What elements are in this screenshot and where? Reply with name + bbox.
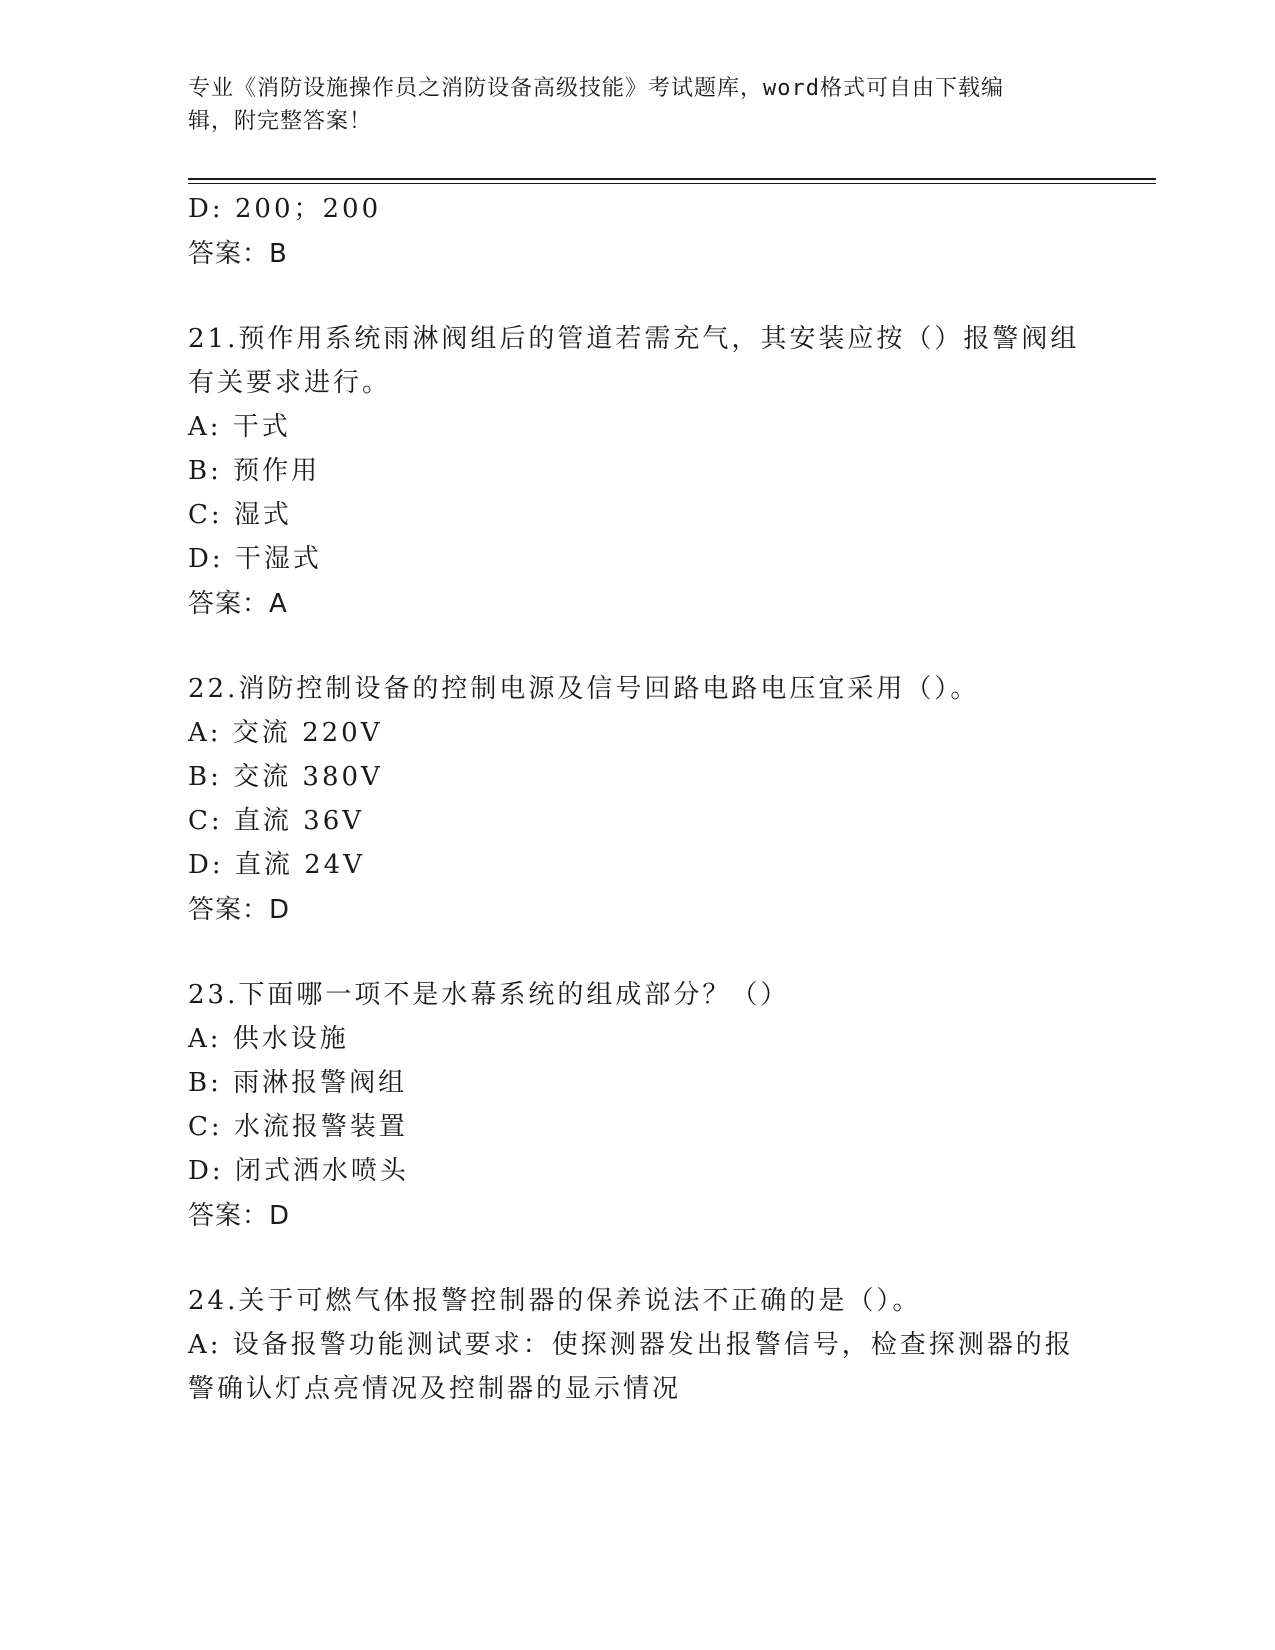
- q22-option-a: A: 交流 220V: [188, 718, 383, 748]
- q23-option-c: C: 水流报警装置: [188, 1112, 408, 1142]
- q21-option-b: B: 预作用: [188, 456, 321, 486]
- q23-option-a: A: 供水设施: [188, 1024, 349, 1054]
- prev-option-d: D: 200；200: [188, 194, 382, 224]
- q22-option-d: D: 直流 24V: [188, 850, 365, 880]
- header-divider-thick: [188, 178, 1156, 180]
- q24-option-a-line-2: 警确认灯点亮情况及控制器的显示情况: [188, 1374, 682, 1404]
- q21-option-a: A: 干式: [188, 412, 291, 442]
- q24-option-a-line-1: A: 设备报警功能测试要求：使探测器发出报警信号，检查探测器的报: [188, 1330, 1074, 1360]
- q22-option-c: C: 直流 36V: [188, 806, 365, 836]
- q22-answer: 答案：D: [188, 895, 291, 925]
- q22-option-b: B: 交流 380V: [188, 762, 383, 792]
- prev-answer: 答案：B: [188, 239, 288, 269]
- q23-stem-line-1: 23.下面哪一项不是水幕系统的组成部分？（）: [188, 980, 790, 1010]
- q21-option-d: D: 干湿式: [188, 544, 322, 574]
- q23-answer: 答案：D: [188, 1201, 291, 1231]
- q21-stem-line-1: 21.预作用系统雨淋阀组后的管道若需充气，其安装应按（）报警阀组: [188, 324, 1080, 354]
- q24-stem-line-1: 24.关于可燃气体报警控制器的保养说法不正确的是（）。: [188, 1286, 922, 1316]
- q22-stem-line-1: 22.消防控制设备的控制电源及信号回路电路电压宜采用（）。: [188, 674, 980, 704]
- q21-answer: 答案：A: [188, 589, 288, 619]
- document-header: [188, 72, 1068, 138]
- q23-option-b: B: 雨淋报警阀组: [188, 1068, 408, 1098]
- q21-stem-line-2: 有关要求进行。: [188, 368, 392, 398]
- q23-option-d: D: 闭式洒水喷头: [188, 1156, 409, 1186]
- header-line-2: 辑，附完整答案！: [188, 109, 373, 134]
- header-divider-thin: [188, 183, 1156, 184]
- q21-option-c: C: 湿式: [188, 500, 292, 530]
- header-line-1: 专业《消防设施操作员之消防设备高级技能》考试题库，word格式可自由下载编: [188, 76, 1004, 101]
